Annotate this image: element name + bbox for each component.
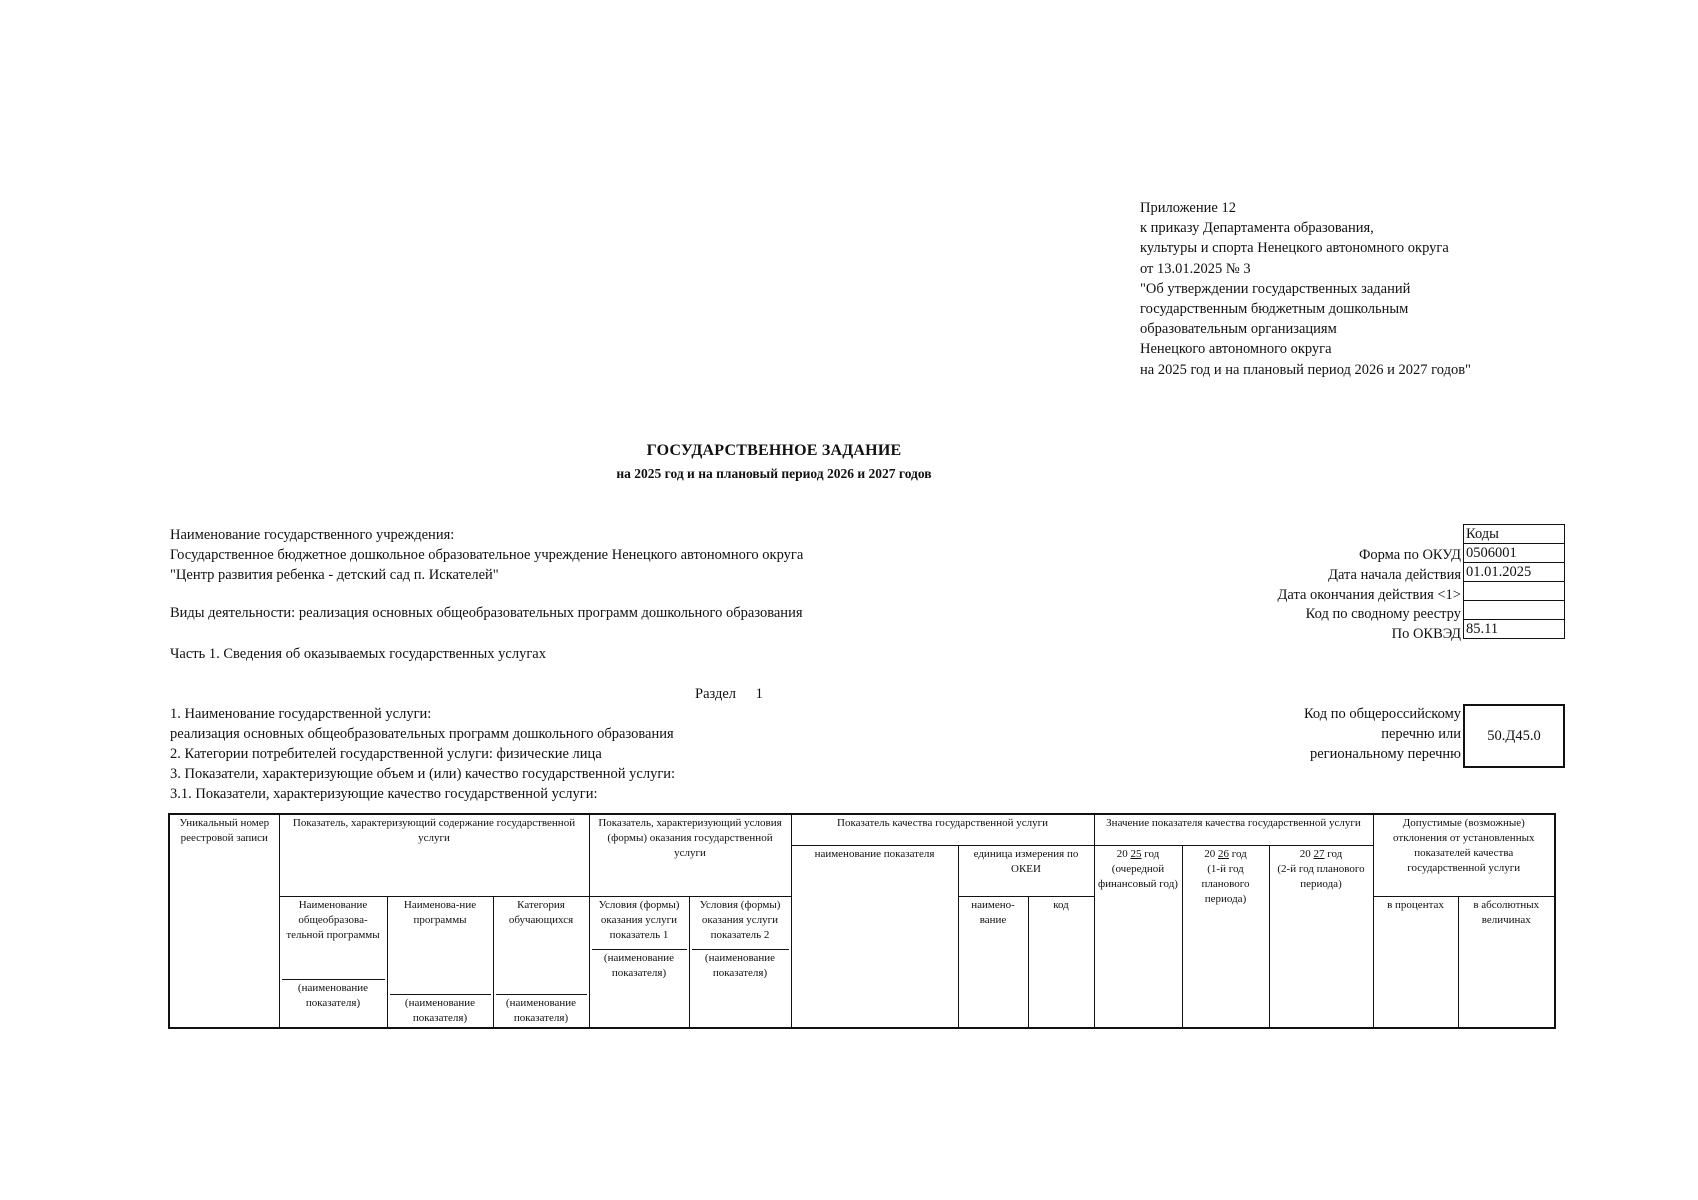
appendix-line: к приказу Департамента образования, — [1140, 220, 1374, 237]
header-program — [387, 897, 493, 1029]
year-1-prefix: 20 — [1116, 848, 1128, 860]
institution-name-line2: "Центр развития ребенка - детский сад п. Искателей" — [170, 567, 499, 583]
codes-header: Коды — [1464, 525, 1565, 544]
cell-text: Условия (формы) оказания услуги показатель 1 — [598, 899, 680, 941]
year-3-value: 27 — [1313, 848, 1325, 860]
indicators-heading: 3. Показатели, характеризующие объем и (или) качество государственной услуги: — [170, 766, 676, 782]
header-deviation: Допустимые (возможные) отклонения от установленных показателей качества государственной услуги — [1373, 814, 1555, 897]
header-quality-indicator: Показатель качества государственной услуги — [791, 814, 1094, 846]
registry-code-value: 50.Д45.0 — [1487, 727, 1541, 744]
year-2-prefix: 20 — [1204, 848, 1216, 860]
quality-heading: 3.1. Показатели, характеризующие качество государственной услуги: — [170, 786, 598, 802]
header-unit-code: код — [1028, 897, 1094, 1029]
service-name: реализация основных общеобразовательных программ дошкольного образования — [170, 726, 674, 742]
cell-subnote: (наименование показателя) — [282, 979, 385, 1011]
year-1-value: 25 — [1130, 848, 1142, 860]
cell-subnote: (наименование показателя) — [390, 994, 491, 1026]
end-date-label: Дата окончания действия <1> — [1277, 587, 1461, 603]
year-2-value: 26 — [1217, 848, 1229, 860]
appendix-line: Приложение 12 — [1140, 200, 1236, 216]
document-subtitle: на 2025 год и на плановый период 2026 и 2027 годов — [616, 466, 932, 481]
appendix-line: "Об утверждении государственных заданий — [1140, 280, 1411, 297]
appendix-line: на 2025 год и на плановый период 2026 и 2027 годов" — [1140, 361, 1471, 378]
cell-subnote: (наименование показателя) — [692, 949, 789, 981]
okud-label: Форма по ОКУД — [1358, 547, 1461, 563]
quality-indicators-table — [168, 813, 1556, 1029]
service-label: 1. Наименование государственной услуги: — [170, 706, 432, 722]
header-program-name — [279, 897, 387, 1029]
registry-code-label-2: перечню или — [1381, 726, 1461, 742]
header-condition-2 — [689, 897, 791, 1029]
cell-text: Наименова-ние программы — [403, 899, 477, 926]
cell-subnote: (наименование показателя) — [592, 949, 687, 981]
document-title: ГОСУДАРСТВЕННОЕ ЗАДАНИЕ — [646, 442, 902, 459]
cell-text: Категория обучающихся — [508, 899, 574, 926]
institution-label: Наименование государственного учреждения: — [170, 527, 455, 543]
activity-type: Виды деятельности: реализация основных общеобразовательных программ дошкольного образования — [170, 605, 803, 621]
section-heading — [695, 686, 763, 703]
consumers: 2. Категории потребителей государственной услуги: физические лица — [170, 746, 602, 762]
header-indicator-name: наименование показателя — [791, 846, 958, 1029]
year-1-suffix: год — [1144, 848, 1160, 860]
header-student-category — [493, 897, 589, 1029]
cell-subnote: (наименование показателя) — [496, 994, 587, 1026]
header-year-3 — [1269, 846, 1373, 1029]
section-label: Раздел — [695, 686, 737, 702]
header-indicator-value: Значение показателя качества государственной услуги — [1094, 814, 1373, 846]
header-conditions-indicator: Показатель, характеризующий условия (формы) оказания государственной услуги — [589, 814, 791, 897]
year-3-note: (2-й год планового периода) — [1277, 863, 1365, 890]
end-date-value — [1464, 582, 1565, 601]
year-3-prefix: 20 — [1299, 848, 1311, 860]
header-deviation-absolute: в абсолютных величинах — [1458, 897, 1555, 1029]
header-condition-1 — [589, 897, 689, 1029]
okved-label: По ОКВЭД — [1391, 626, 1461, 642]
cell-text: Наименование общеобразова-тельной программы — [286, 899, 380, 941]
institution-name-line1: Государственное бюджетное дошкольное образовательное учреждение Ненецкого автономного округа — [170, 547, 804, 563]
appendix-line: государственным бюджетным дошкольным — [1140, 301, 1409, 318]
codes-table — [1463, 524, 1565, 639]
appendix-line: образовательным организациям — [1140, 321, 1337, 338]
year-1-note: (очередной финансовый год) — [1098, 863, 1178, 890]
registry-code-label-3: региональному перечню — [1309, 746, 1461, 762]
section-number: 1 — [755, 686, 763, 702]
start-date-label: Дата начала действия — [1328, 567, 1461, 583]
registry-code-box — [1463, 704, 1565, 768]
header-year-1 — [1094, 846, 1182, 1029]
appendix-line: культуры и спорта Ненецкого автономного округа — [1140, 240, 1449, 257]
header-content-indicator: Показатель, характеризующий содержание государственной услуги — [279, 814, 589, 897]
appendix-block — [1140, 198, 1471, 380]
registry-label: Код по сводному реестру — [1305, 606, 1461, 622]
header-unit-name: наимено-вание — [958, 897, 1028, 1029]
registry-code-label-1: Код по общероссийскому — [1303, 706, 1461, 722]
header-unique-number: Уникальный номер реестровой записи — [169, 814, 279, 1028]
start-date-value: 01.01.2025 — [1464, 563, 1565, 582]
header-okei-unit: единица измерения по ОКЕИ — [958, 846, 1094, 897]
year-2-suffix: год — [1231, 848, 1247, 860]
year-2-note: (1-й год планового периода) — [1201, 863, 1250, 905]
header-year-2 — [1182, 846, 1269, 1029]
registry-value — [1464, 601, 1565, 620]
part-1-heading: Часть 1. Сведения об оказываемых государственных услугах — [170, 646, 546, 662]
year-3-suffix: год — [1327, 848, 1343, 860]
cell-text: Условия (формы) оказания услуги показатель 2 — [699, 899, 781, 941]
appendix-line: от 13.01.2025 № 3 — [1140, 260, 1251, 277]
okved-value: 85.11 — [1464, 620, 1565, 639]
okud-value: 0506001 — [1464, 544, 1565, 563]
appendix-line: Ненецкого автономного округа — [1140, 341, 1332, 358]
header-deviation-percent: в процентах — [1373, 897, 1458, 1029]
